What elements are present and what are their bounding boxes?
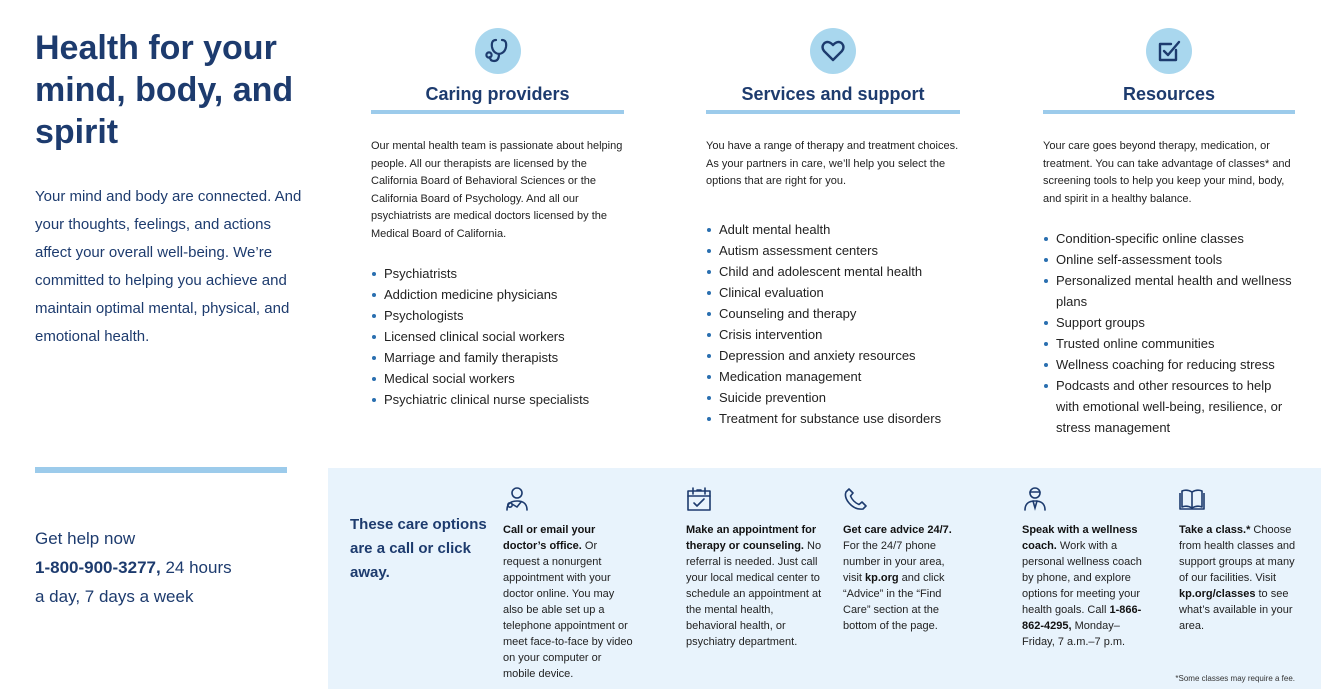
list-item: Counseling and therapy — [706, 303, 960, 324]
option-take-class: Take a class.* Choose from health classes and support groups at many of our facilities. Visit kp.org/classes to see what’s available in your area. — [1179, 486, 1304, 634]
help-phone-link[interactable]: 1-800-900-3277, — [35, 558, 161, 577]
list-item: Psychiatrists — [371, 263, 624, 284]
calendar-check-icon — [686, 486, 712, 512]
phone-icon — [843, 486, 869, 512]
option-care-advice: Get care advice 24/7. For the 24/7 phone number in your area, visit kp.org and click “Advice” in the “Find Care” section at the bottom of the page. — [843, 486, 963, 634]
care-options-panel — [328, 468, 1321, 689]
list-item: Crisis intervention — [706, 324, 960, 345]
list-item: Child and adolescent mental health — [706, 261, 960, 282]
option-text: No referral is needed. Just call your local medical center to schedule an appointment at the mental health, behavioral health, or psychiatry department. — [686, 540, 822, 648]
list-item: Wellness coaching for reducing stress — [1043, 354, 1295, 375]
column-intro: Our mental health team is passionate about helping people. All our therapists are licensed by the California Board of Behavioral Sciences or the California Board of Psychology. And all our psychiatrists are medical doctors licensed by the Medical Board of California. — [371, 140, 623, 240]
kp-classes-link[interactable]: kp.org/classes — [1179, 588, 1256, 600]
option-title: Call or email your doctor’s office. — [503, 524, 596, 552]
list-item: Medication management — [706, 366, 960, 387]
resources-list — [1043, 228, 1295, 438]
checkbox-icon — [1146, 28, 1192, 74]
option-title: Speak with a wellness coach. — [1022, 524, 1138, 552]
list-item: Depression and anxiety resources — [706, 345, 960, 366]
list-item: Autism assessment centers — [706, 240, 960, 261]
divider — [35, 467, 287, 473]
option-title: Take a class.* — [1179, 524, 1251, 536]
column-services-support — [706, 28, 960, 429]
list-item: Clinical evaluation — [706, 282, 960, 303]
column-caring-providers — [371, 28, 624, 410]
option-call-doctor — [503, 486, 633, 682]
list-item: Online self-assessment tools — [1043, 249, 1295, 270]
list-item: Treatment for substance use disorders — [706, 408, 960, 429]
coach-phone-link[interactable]: 1-866-862-4295, — [1022, 604, 1142, 632]
list-item: Marriage and family therapists — [371, 347, 624, 368]
coach-icon — [1022, 486, 1048, 512]
column-resources — [1043, 28, 1295, 438]
option-appointment — [686, 486, 826, 650]
doctor-icon — [503, 486, 529, 512]
list-item: Adult mental health — [706, 219, 960, 240]
services-list — [706, 219, 960, 429]
list-item: Medical social workers — [371, 368, 624, 389]
page-title: Health for your mind, body, and spirit — [35, 29, 294, 151]
option-title: Make an appointment for therapy or counseling. — [686, 524, 817, 552]
list-item: Support groups — [1043, 312, 1295, 333]
panel-heading: These care options are a call or click away. — [350, 516, 487, 581]
list-item: Licensed clinical social workers — [371, 326, 624, 347]
heart-icon — [810, 28, 856, 74]
stethoscope-icon — [475, 28, 521, 74]
option-wellness-coach: Speak with a wellness coach. Work with a personal wellness coach by phone, and explore options for meeting your health goals. Call 1-866-862-4295, Monday–Friday, 7 a.m.–7 p.m. — [1022, 486, 1147, 650]
column-intro: Your care goes beyond therapy, medication, or treatment. You can take advantage of classes* and screening tools to help you keep your mind, body, and spirit in a healthy balance. — [1043, 140, 1291, 205]
column-intro: You have a range of therapy and treatment choices. As your partners in care, we’ll help you select the options that are right for you. — [706, 140, 959, 187]
help-hours: 24 hours — [160, 558, 232, 577]
list-item: Suicide prevention — [706, 387, 960, 408]
help-hours-cont: a day, 7 days a week — [35, 587, 194, 606]
option-text: Or request a nonurgent appointment with your doctor online. You may also be able set up a telephone appointment or meet face-to-face by video on your computer or mobile device. — [503, 540, 633, 680]
list-item: Podcasts and other resources to help with emotional well-being, resilience, or stress management — [1043, 375, 1295, 438]
list-item: Condition-specific online classes — [1043, 228, 1295, 249]
book-icon — [1179, 486, 1205, 512]
list-item: Psychiatric clinical nurse specialists — [371, 389, 624, 410]
column-title: Caring providers — [371, 82, 624, 114]
list-item: Trusted online communities — [1043, 333, 1295, 354]
list-item: Psychologists — [371, 305, 624, 326]
column-title: Services and support — [706, 82, 960, 114]
column-title: Resources — [1043, 82, 1295, 114]
footnote: *Some classes may require a fee. — [1175, 674, 1295, 683]
intro-paragraph: Your mind and body are connected. And your thoughts, feelings, and actions affect your overall well-being. We’re committed to helping you achieve and maintain optimal mental, physical, and emotional health. — [35, 188, 302, 345]
list-item: Addiction medicine physicians — [371, 284, 624, 305]
provider-list — [371, 263, 624, 410]
help-label: Get help now — [35, 529, 136, 548]
kp-org-link[interactable]: kp.org — [865, 572, 899, 584]
option-title: Get care advice 24/7. — [843, 524, 952, 536]
list-item: Personalized mental health and wellness plans — [1043, 270, 1295, 312]
help-block — [35, 524, 295, 611]
